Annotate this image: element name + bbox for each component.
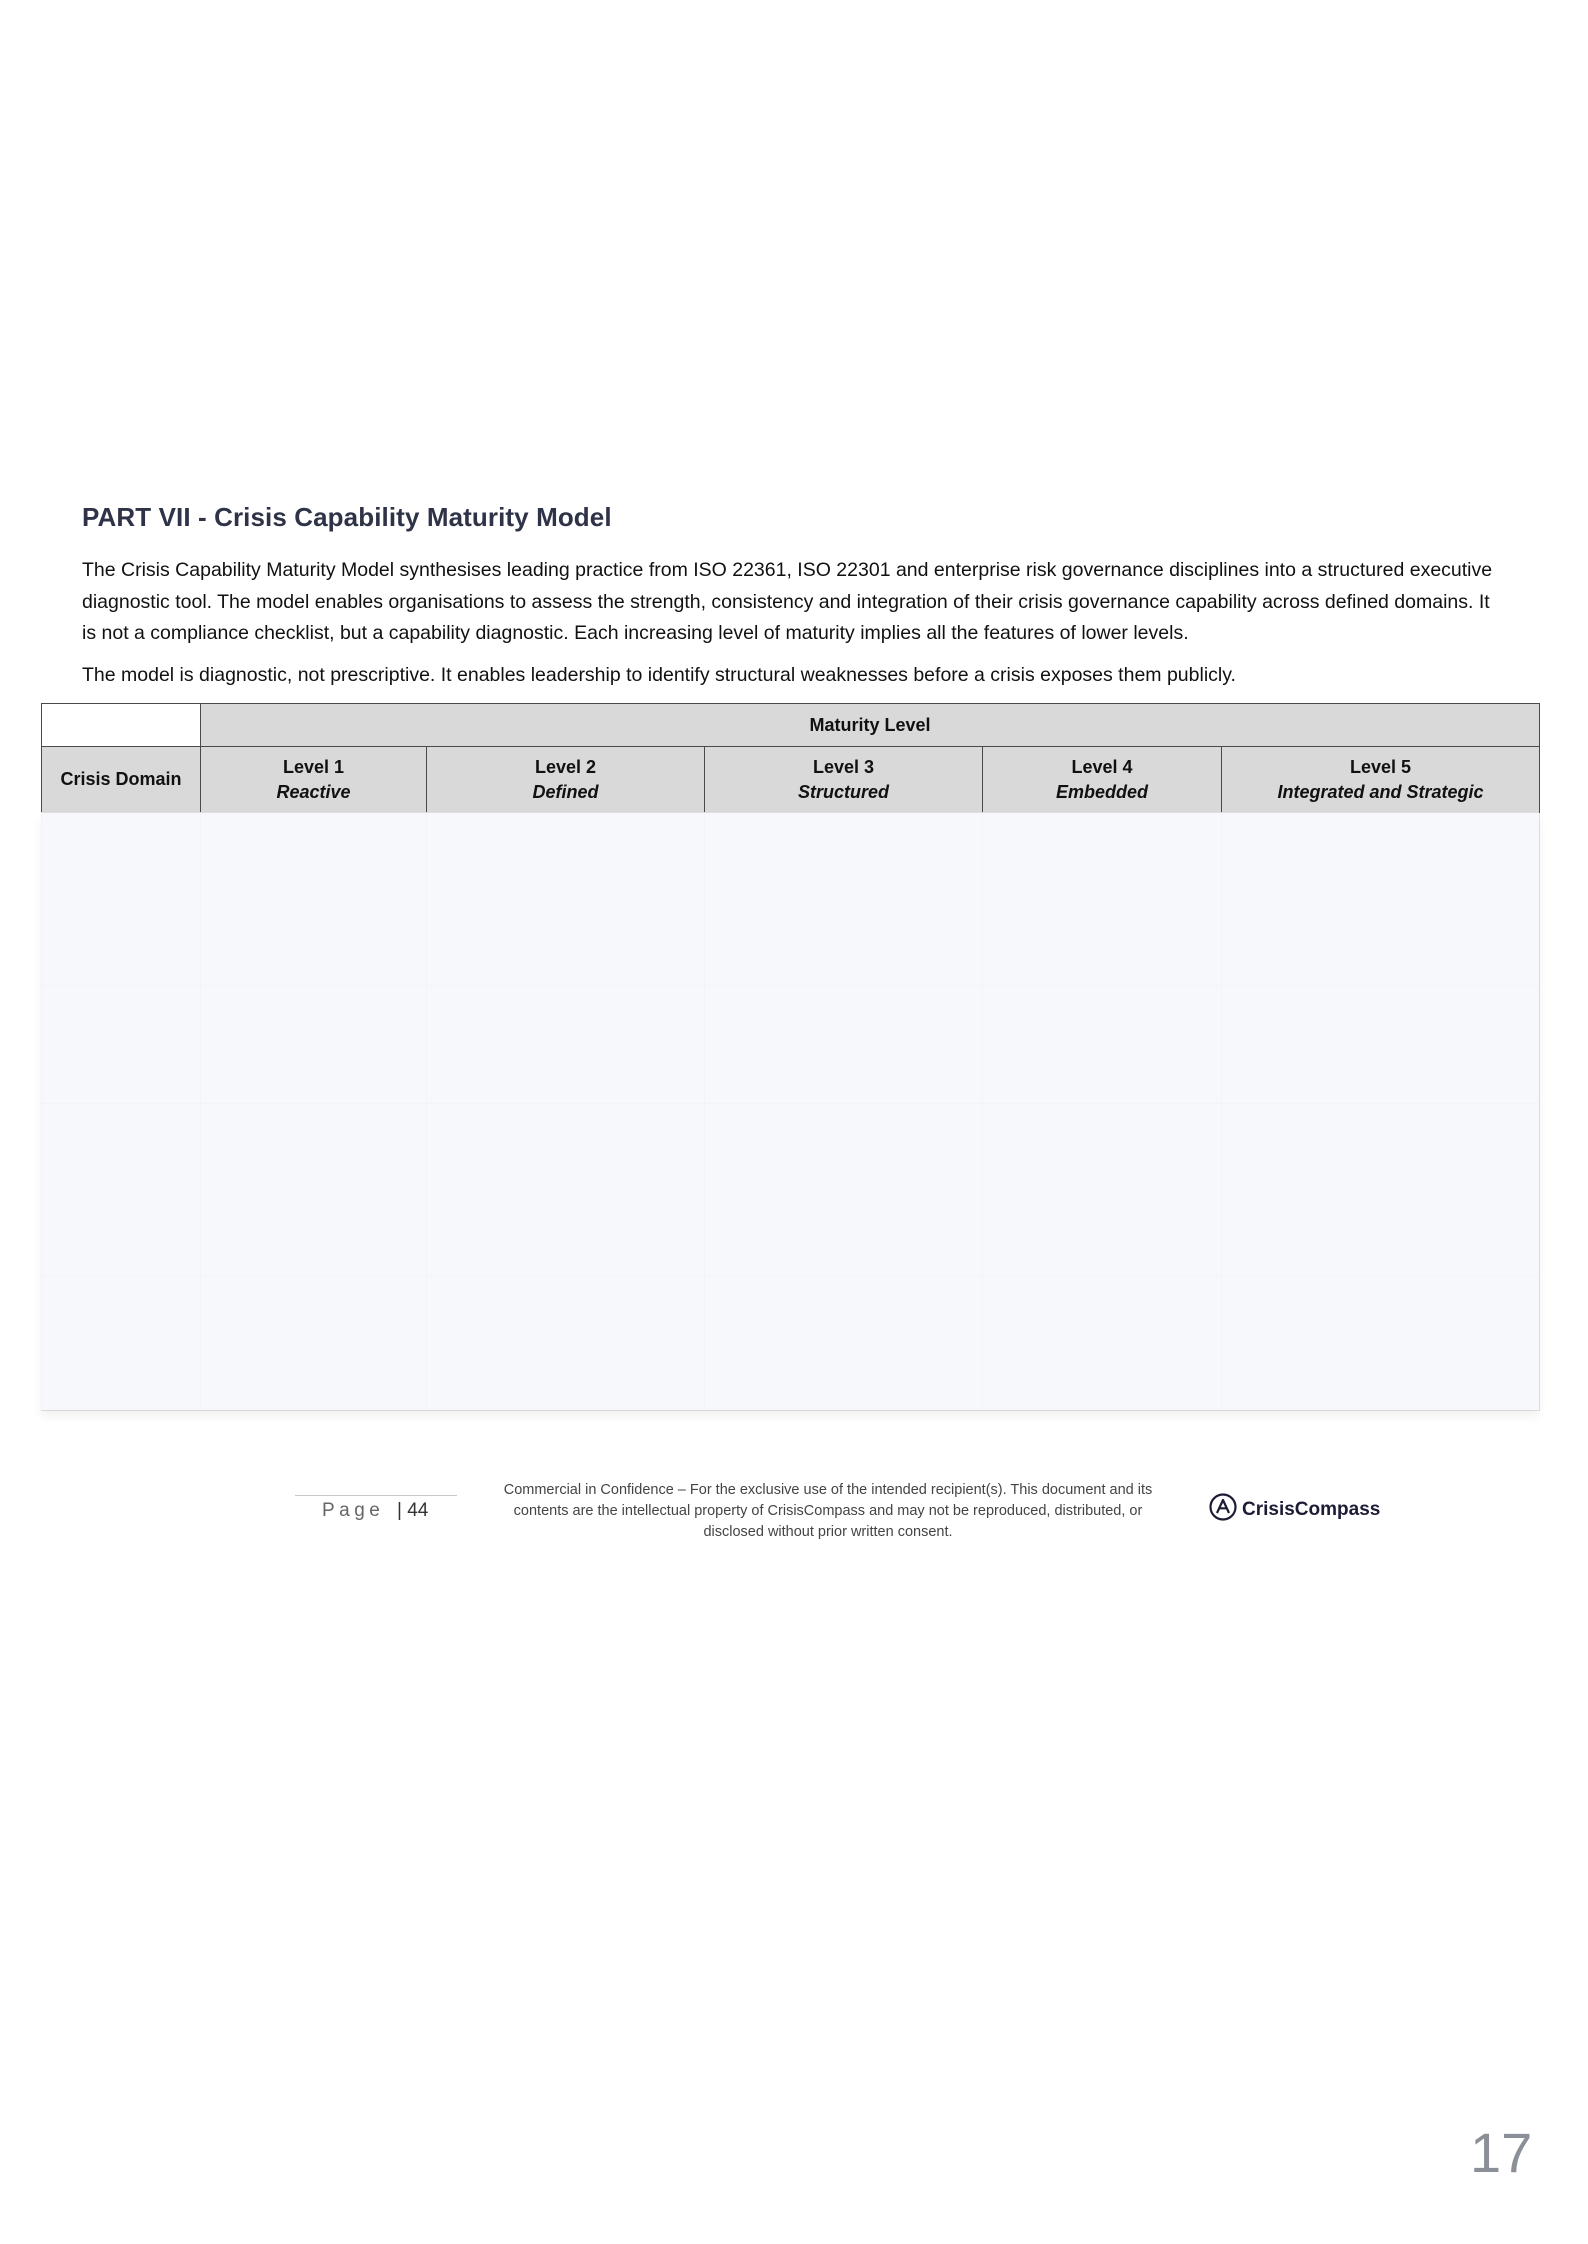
corner-cell bbox=[42, 704, 201, 747]
table-cell bbox=[983, 813, 1222, 986]
intro-paragraph: The Crisis Capability Maturity Model synthesises leading practice from ISO 22361, ISO 22301 and enterprise risk governance disciplines into a structured executive diagnostic tool. The model enables organisations to assess the strength, consistency and integration of their crisis governance capability across defined domains. It is not a compliance checklist, but a capability diagnostic. Each increasing level of maturity implies all the features of lower levels. bbox=[82, 559, 1493, 644]
domain-cell bbox=[42, 813, 201, 986]
level-name: Integrated and Strategic bbox=[1277, 781, 1484, 802]
confidentiality-notice bbox=[478, 1480, 1178, 1543]
page-label: Page bbox=[322, 1500, 385, 1521]
table-cell bbox=[1222, 1104, 1540, 1276]
table-cell bbox=[201, 813, 427, 986]
level-label: Level 3 bbox=[812, 756, 875, 777]
table-cell bbox=[201, 1104, 427, 1276]
level-4-header bbox=[983, 747, 1222, 813]
level-5-header bbox=[1222, 747, 1540, 813]
notice-line: disclosed without prior written consent. bbox=[703, 1524, 953, 1540]
footer-divider bbox=[295, 1495, 457, 1496]
notice-line: Commercial in Confidence – For the exclusive use of the intended recipient(s). This document and its bbox=[503, 1482, 1153, 1498]
table-cell bbox=[1222, 1276, 1540, 1411]
domain-cell bbox=[42, 1276, 201, 1411]
slide-number: 17 bbox=[1470, 2121, 1533, 2184]
domain-cell bbox=[42, 1104, 201, 1276]
table-cell bbox=[705, 813, 983, 986]
table-row bbox=[42, 986, 1540, 1104]
crisis-domain-header: Crisis Domain bbox=[42, 747, 201, 813]
table-cell bbox=[705, 1276, 983, 1411]
level-label: Level 1 bbox=[282, 756, 345, 777]
table-cell bbox=[983, 1276, 1222, 1411]
table-cell bbox=[705, 986, 983, 1104]
maturity-level-header: Maturity Level bbox=[201, 704, 1540, 747]
maturity-model-table bbox=[41, 703, 1540, 1411]
level-1-header bbox=[201, 747, 427, 813]
table-cell bbox=[1222, 986, 1540, 1104]
table-cell bbox=[427, 1276, 705, 1411]
table-cell bbox=[201, 1276, 427, 1411]
notice-line: contents are the intellectual property of CrisisCompass and may not be reproduced, distributed, or bbox=[513, 1503, 1143, 1519]
crisiscompass-logo bbox=[1208, 1492, 1380, 1527]
level-3-header bbox=[705, 747, 983, 813]
page-heading: PART VII - Crisis Capability Maturity Model bbox=[82, 502, 612, 532]
table-cell bbox=[705, 1104, 983, 1276]
level-name: Embedded bbox=[1055, 781, 1148, 802]
level-label: Level 2 bbox=[534, 756, 597, 777]
page-number: | 44 bbox=[397, 1500, 429, 1521]
table-cell bbox=[427, 986, 705, 1104]
table-cell bbox=[983, 986, 1222, 1104]
compass-a-icon bbox=[1208, 1492, 1238, 1527]
level-name: Reactive bbox=[276, 781, 351, 802]
level-label: Level 4 bbox=[1071, 756, 1133, 777]
logo-text: CrisisCompass bbox=[1242, 1498, 1381, 1520]
diagnostic-paragraph: The model is diagnostic, not prescriptive. It enables leadership to identify structural weaknesses before a crisis exposes them publicly. bbox=[82, 664, 1236, 686]
table-row bbox=[42, 813, 1540, 986]
table-cell bbox=[1222, 813, 1540, 986]
table-cell bbox=[427, 813, 705, 986]
level-name: Defined bbox=[532, 781, 599, 802]
table-row bbox=[42, 1104, 1540, 1276]
level-2-header bbox=[427, 747, 705, 813]
table-cell bbox=[983, 1104, 1222, 1276]
table-cell bbox=[201, 986, 427, 1104]
table-cell bbox=[427, 1104, 705, 1276]
table-row bbox=[42, 1276, 1540, 1411]
domain-cell bbox=[42, 986, 201, 1104]
level-label: Level 5 bbox=[1350, 756, 1412, 777]
level-name: Structured bbox=[797, 781, 889, 802]
